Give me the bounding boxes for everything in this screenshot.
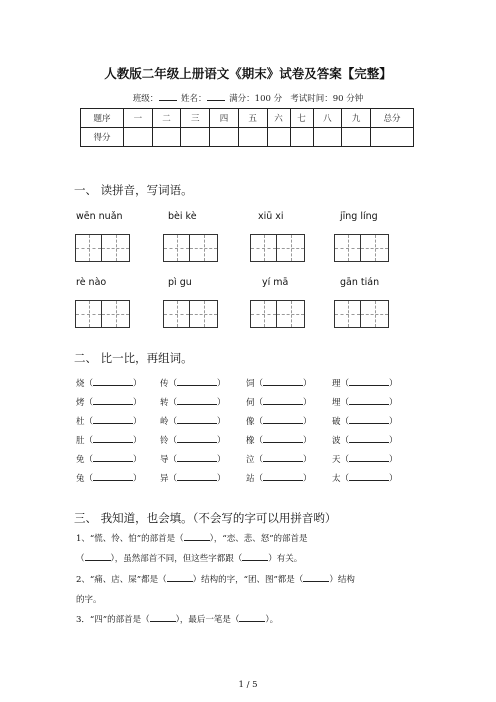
writing-cell[interactable] [190, 234, 218, 262]
compare-item [246, 415, 312, 427]
compare-item [76, 453, 142, 465]
answer-blank[interactable] [93, 434, 133, 443]
score-header-cell: 一 [124, 109, 153, 128]
open-paren: （ [340, 474, 350, 484]
compare-char: 橡 [246, 436, 255, 446]
compare-char: 太 [332, 474, 341, 484]
class-label: 班级： [132, 94, 159, 104]
compare-char: 转 [160, 398, 169, 408]
compare-char: 泣 [246, 455, 255, 465]
pinyin-label: wēn nuǎn [76, 211, 123, 222]
score-cell[interactable] [152, 128, 181, 147]
open-paren: （ [254, 436, 264, 446]
open-paren: （ [340, 455, 350, 465]
writing-cell[interactable] [102, 234, 130, 262]
open-paren: （ [84, 455, 94, 465]
pinyin-label: gān tián [340, 277, 380, 288]
compare-item [160, 472, 226, 484]
pinyin-label: yí mā [262, 277, 289, 288]
writing-grid[interactable] [334, 300, 389, 328]
score-cell[interactable] [313, 128, 342, 147]
compare-item [332, 453, 398, 465]
section-1-title: 一、 读拼音，写词语。 [74, 183, 193, 197]
close-paren: ） [133, 379, 142, 389]
score-header-cell: 六 [267, 109, 290, 128]
writing-cell[interactable] [334, 234, 361, 262]
writing-cell[interactable] [361, 234, 389, 262]
close-paren: ） [217, 474, 226, 484]
score-table-row [81, 128, 414, 147]
score-cell[interactable] [124, 128, 153, 147]
open-paren: （ [168, 436, 178, 446]
answer-blank[interactable] [93, 415, 133, 424]
score-header-cell: 二 [152, 109, 181, 128]
answer-blank[interactable] [349, 415, 389, 424]
compare-char: 烧 [76, 379, 85, 389]
class-blank [159, 92, 177, 101]
score-cell[interactable] [371, 128, 414, 147]
compare-char: 兔 [76, 474, 85, 484]
compare-item [332, 377, 398, 389]
answer-blank[interactable] [150, 613, 176, 622]
pinyin-label: jīng líng [340, 211, 378, 222]
compare-char: 肚 [76, 436, 85, 446]
score-cell[interactable] [342, 128, 371, 147]
compare-item [332, 434, 398, 446]
score-cell[interactable] [267, 128, 290, 147]
open-paren: （ [340, 379, 350, 389]
score-cell[interactable] [181, 128, 210, 147]
compare-item [246, 396, 312, 408]
writing-cell[interactable] [75, 300, 102, 328]
compare-char: 破 [332, 417, 341, 427]
open-paren: （ [168, 398, 178, 408]
compare-item [246, 472, 312, 484]
exam-info [0, 92, 496, 104]
open-paren: （ [254, 417, 264, 427]
score-cell[interactable] [290, 128, 313, 147]
compare-char: 免 [76, 455, 85, 465]
answer-blank[interactable] [349, 377, 389, 386]
answer-blank[interactable] [93, 377, 133, 386]
compare-char: 埋 [332, 398, 341, 408]
answer-blank[interactable] [263, 434, 303, 443]
score-header-cell: 五 [238, 109, 267, 128]
open-paren: （ [340, 417, 350, 427]
answer-blank[interactable] [349, 453, 389, 462]
answer-blank[interactable] [349, 434, 389, 443]
writing-grid[interactable] [163, 300, 218, 328]
compare-item [332, 396, 398, 408]
section-2-title: 二、 比一比，再组词。 [74, 351, 193, 365]
answer-blank[interactable] [177, 396, 217, 405]
compare-item [160, 396, 226, 408]
open-paren: （ [84, 474, 94, 484]
open-paren: （ [254, 455, 264, 465]
compare-item [246, 453, 312, 465]
writing-cell[interactable] [361, 300, 389, 328]
close-paren: ） [217, 455, 226, 465]
compare-item [246, 434, 312, 446]
name-blank [207, 92, 225, 101]
answer-blank[interactable] [242, 552, 268, 561]
question-2-line-1: 2、“痛、店、屎”都是（ ）结构的字，“团、图”都是（ ）结构 [76, 575, 355, 585]
open-paren: （ [84, 379, 94, 389]
answer-blank[interactable] [177, 453, 217, 462]
answer-blank[interactable] [167, 573, 193, 582]
answer-blank[interactable] [177, 377, 217, 386]
close-paren: ） [133, 474, 142, 484]
answer-blank[interactable] [177, 415, 217, 424]
close-paren: ） [389, 436, 398, 446]
writing-grid[interactable] [250, 300, 305, 328]
compare-item [332, 472, 398, 484]
compare-char: 理 [332, 379, 341, 389]
writing-cell[interactable] [277, 234, 305, 262]
close-paren: ） [217, 417, 226, 427]
compare-char: 杜 [76, 417, 85, 427]
writing-grid[interactable] [250, 234, 305, 262]
close-paren: ） [389, 474, 398, 484]
writing-cell[interactable] [190, 300, 218, 328]
answer-blank[interactable] [263, 377, 303, 386]
writing-cell[interactable] [250, 234, 277, 262]
compare-item [76, 434, 142, 446]
answer-blank[interactable] [263, 472, 303, 481]
writing-cell[interactable] [102, 300, 130, 328]
score-table [80, 108, 414, 147]
score-label: 满分：100 分 [229, 94, 283, 104]
compare-item [332, 415, 398, 427]
close-paren: ） [303, 379, 312, 389]
open-paren: （ [168, 379, 178, 389]
writing-cell[interactable] [334, 300, 361, 328]
score-header-cell: 八 [313, 109, 342, 128]
compare-item [160, 453, 226, 465]
compare-char: 岭 [160, 417, 169, 427]
compare-char: 站 [246, 474, 255, 484]
section-3-title: 三、 我知道，也会填。（不会写的字可以用拼音哟） [74, 511, 337, 525]
writing-cell[interactable] [163, 300, 190, 328]
page-number: 1 / 5 [238, 680, 258, 690]
score-header-cell: 七 [290, 109, 313, 128]
score-header-cell: 九 [342, 109, 371, 128]
compare-item [160, 415, 226, 427]
open-paren: （ [340, 398, 350, 408]
answer-blank[interactable] [263, 415, 303, 424]
close-paren: ） [389, 417, 398, 427]
answer-blank[interactable] [349, 396, 389, 405]
score-header-cell: 题序 [81, 109, 124, 128]
compare-char: 饲 [246, 379, 255, 389]
time-label: 考试时间：90 分钟 [290, 94, 364, 104]
close-paren: ） [303, 474, 312, 484]
pinyin-label: bèi kè [168, 211, 197, 222]
open-paren: （ [84, 436, 94, 446]
pinyin-label: rè nào [76, 277, 107, 288]
writing-grid[interactable] [75, 234, 130, 262]
open-paren: （ [168, 417, 178, 427]
close-paren: ） [217, 398, 226, 408]
answer-blank[interactable] [263, 453, 303, 462]
question-2-line-2: 的字。 [76, 595, 102, 605]
close-paren: ） [389, 455, 398, 465]
open-paren: （ [340, 436, 350, 446]
pinyin-label: pì gu [168, 277, 192, 288]
open-paren: （ [84, 398, 94, 408]
question-3-line: 3．“四”的部首是（ ），最后一笔是（ ）。 [76, 615, 279, 625]
compare-char: 异 [160, 474, 169, 484]
writing-cell[interactable] [277, 300, 305, 328]
pinyin-label: xiū xi [258, 211, 284, 222]
writing-grid[interactable] [75, 300, 130, 328]
writing-grid[interactable] [334, 234, 389, 262]
close-paren: ） [389, 379, 398, 389]
answer-blank[interactable] [93, 453, 133, 462]
compare-item [76, 396, 142, 408]
compare-item [76, 415, 142, 427]
close-paren: ） [303, 417, 312, 427]
writing-cell[interactable] [75, 234, 102, 262]
name-label: 姓名： [180, 94, 207, 104]
compare-item [76, 377, 142, 389]
open-paren: （ [168, 474, 178, 484]
compare-item [160, 377, 226, 389]
close-paren: ） [217, 436, 226, 446]
compare-char: 像 [246, 417, 255, 427]
compare-char: 铃 [160, 436, 169, 446]
answer-blank[interactable] [303, 573, 329, 582]
close-paren: ） [133, 417, 142, 427]
close-paren: ） [303, 398, 312, 408]
answer-blank[interactable] [177, 434, 217, 443]
close-paren: ） [217, 379, 226, 389]
compare-char: 烤 [76, 398, 85, 408]
compare-char: 伺 [246, 398, 255, 408]
compare-item [76, 472, 142, 484]
answer-blank[interactable] [93, 472, 133, 481]
close-paren: ） [389, 398, 398, 408]
score-row-label: 得分 [81, 128, 124, 147]
close-paren: ） [303, 455, 312, 465]
score-table-header [81, 109, 414, 128]
close-paren: ） [133, 398, 142, 408]
close-paren: ） [133, 455, 142, 465]
open-paren: （ [254, 474, 264, 484]
question-1-line-2: （ ），虽然部首不同，但这些字都跟（ ）有关。 [76, 554, 303, 564]
writing-cell[interactable] [163, 234, 190, 262]
answer-blank[interactable] [184, 532, 210, 541]
close-paren: ） [133, 436, 142, 446]
answer-blank[interactable] [85, 552, 111, 561]
answer-blank[interactable] [349, 472, 389, 481]
compare-char: 天 [332, 455, 341, 465]
score-header-cell: 四 [210, 109, 239, 128]
answer-blank[interactable] [263, 396, 303, 405]
score-header-cell: 三 [181, 109, 210, 128]
question-1-line-1: 1、“慌、怜、怕”的部首是（ ），“恋、悲、怒”的部首是 [76, 534, 308, 544]
open-paren: （ [168, 455, 178, 465]
close-paren: ） [303, 436, 312, 446]
compare-item [246, 377, 312, 389]
open-paren: （ [254, 379, 264, 389]
answer-blank[interactable] [239, 613, 265, 622]
writing-cell[interactable] [250, 300, 277, 328]
page-title: 人教版二年级上册语文《期末》试卷及答案【完整】 [104, 66, 392, 81]
compare-char: 波 [332, 436, 341, 446]
answer-blank[interactable] [93, 396, 133, 405]
compare-char: 导 [160, 455, 169, 465]
compare-item [160, 434, 226, 446]
score-cell[interactable] [238, 128, 267, 147]
open-paren: （ [84, 417, 94, 427]
score-header-cell: 总分 [371, 109, 414, 128]
score-cell[interactable] [210, 128, 239, 147]
compare-char: 传 [160, 379, 169, 389]
answer-blank[interactable] [177, 472, 217, 481]
writing-grid[interactable] [163, 234, 218, 262]
open-paren: （ [254, 398, 264, 408]
